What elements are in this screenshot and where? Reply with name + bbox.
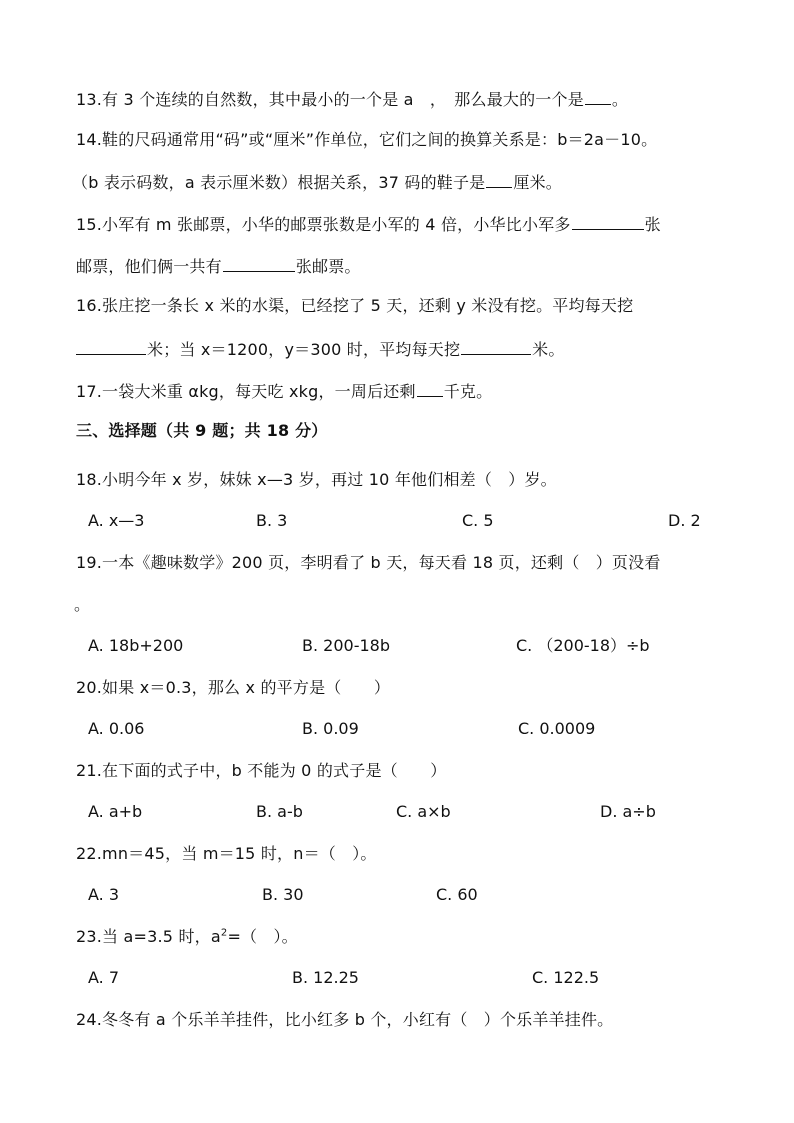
question-23 [76, 927, 298, 947]
answer-blank[interactable] [486, 171, 512, 188]
question-16-line-1: 16.张庄挖一条长 x 米的水渠，已经挖了 5 天，还剩 y 米没有挖。平均每天挖 [76, 296, 634, 315]
question-22-options [0, 885, 794, 905]
question-21-options [0, 802, 794, 822]
question-20-options [0, 719, 794, 739]
option-a[interactable]: A. 0.06 [88, 719, 145, 738]
question-13 [76, 88, 628, 110]
question-15-text-2: 邮票，他们俩一共有 [76, 257, 222, 276]
option-a[interactable]: A. 18b+200 [88, 636, 184, 655]
question-23-end: =（ ）。 [227, 927, 298, 946]
option-b[interactable]: B. 200-18b [302, 636, 390, 655]
option-a[interactable]: A. x—3 [88, 511, 145, 530]
question-17-end: 千克。 [443, 382, 493, 401]
question-17 [76, 380, 492, 402]
question-13-end: 。 [611, 90, 629, 109]
option-c[interactable]: C. 122.5 [532, 968, 600, 987]
question-14-text: （b 表示码数，a 表示厘米数）根据关系，37 码的鞋子是 [72, 173, 486, 192]
question-17-text: 17.一袋大米重 αkg，每天吃 xkg，一周后还剩 [76, 382, 416, 401]
option-d[interactable]: D. 2 [668, 511, 701, 530]
option-c[interactable]: C. 5 [462, 511, 494, 530]
option-d[interactable]: D. a÷b [600, 802, 656, 821]
answer-blank[interactable] [76, 338, 146, 355]
question-16-line-2 [76, 338, 565, 360]
question-20: 20.如果 x＝0.3，那么 x 的平方是（ ） [76, 678, 391, 697]
option-b[interactable]: B. 12.25 [292, 968, 359, 987]
question-13-text: 13.有 3 个连续的自然数，其中最小的一个是 a ， 那么最大的一个是 [76, 90, 584, 109]
option-c[interactable]: C. a×b [396, 802, 451, 821]
option-c[interactable]: C. 0.0009 [518, 719, 596, 738]
question-19-continuation: 。 [74, 595, 91, 614]
option-a[interactable]: A. 7 [88, 968, 120, 987]
answer-blank[interactable] [572, 213, 644, 230]
question-14-line-1: 14.鞋的尺码通常用“码”或“厘米”作单位，它们之间的换算关系是：b＝2a－10。 [76, 130, 658, 149]
option-b[interactable]: B. 3 [256, 511, 288, 530]
question-15-text: 15.小军有 m 张邮票，小华的邮票张数是小军的 4 倍，小华比小军多 [76, 215, 571, 234]
question-16-end: 米。 [532, 340, 565, 359]
question-15-unit: 张 [644, 215, 661, 234]
question-23-text: 23.当 a=3.5 时，a [76, 927, 221, 946]
option-b[interactable]: B. 0.09 [302, 719, 359, 738]
answer-blank[interactable] [417, 380, 443, 397]
option-b[interactable]: B. a-b [256, 802, 303, 821]
question-14-line-2 [72, 171, 562, 193]
question-15-line-1 [76, 213, 661, 235]
question-18: 18.小明今年 x 岁，妹妹 x—3 岁，再过 10 年他们相差（ ）岁。 [76, 470, 557, 489]
question-24: 24.冬冬有 a 个乐羊羊挂件，比小红多 b 个，小红有（ ）个乐羊羊挂件。 [76, 1010, 614, 1029]
question-18-options [0, 511, 794, 531]
question-22: 22.mn＝45，当 m＝15 时，n＝（ ）。 [76, 844, 377, 863]
answer-blank[interactable] [223, 255, 295, 272]
option-a[interactable]: A. 3 [88, 885, 120, 904]
option-a[interactable]: A. a+b [88, 802, 143, 821]
question-19-options [0, 636, 794, 656]
question-16-text: 米；当 x＝1200，y＝300 时，平均每天挖 [147, 340, 461, 359]
question-15-line-2 [76, 255, 361, 277]
question-15-end: 张邮票。 [295, 257, 361, 276]
section-heading: 三、选择题（共 9 题；共 18 分） [76, 421, 328, 440]
exponent: 2 [220, 927, 228, 939]
option-c[interactable]: C. 60 [436, 885, 478, 904]
answer-blank[interactable] [585, 88, 611, 105]
question-23-options [0, 968, 794, 988]
option-c[interactable]: C. （200-18）÷b [516, 636, 650, 655]
question-14-end: 厘米。 [513, 173, 562, 192]
question-19: 19.一本《趣味数学》200 页，李明看了 b 天，每天看 18 页，还剩（ ）页没看 [76, 553, 661, 572]
option-b[interactable]: B. 30 [262, 885, 304, 904]
answer-blank[interactable] [461, 338, 531, 355]
question-21: 21.在下面的式子中，b 不能为 0 的式子是（ ） [76, 761, 447, 780]
